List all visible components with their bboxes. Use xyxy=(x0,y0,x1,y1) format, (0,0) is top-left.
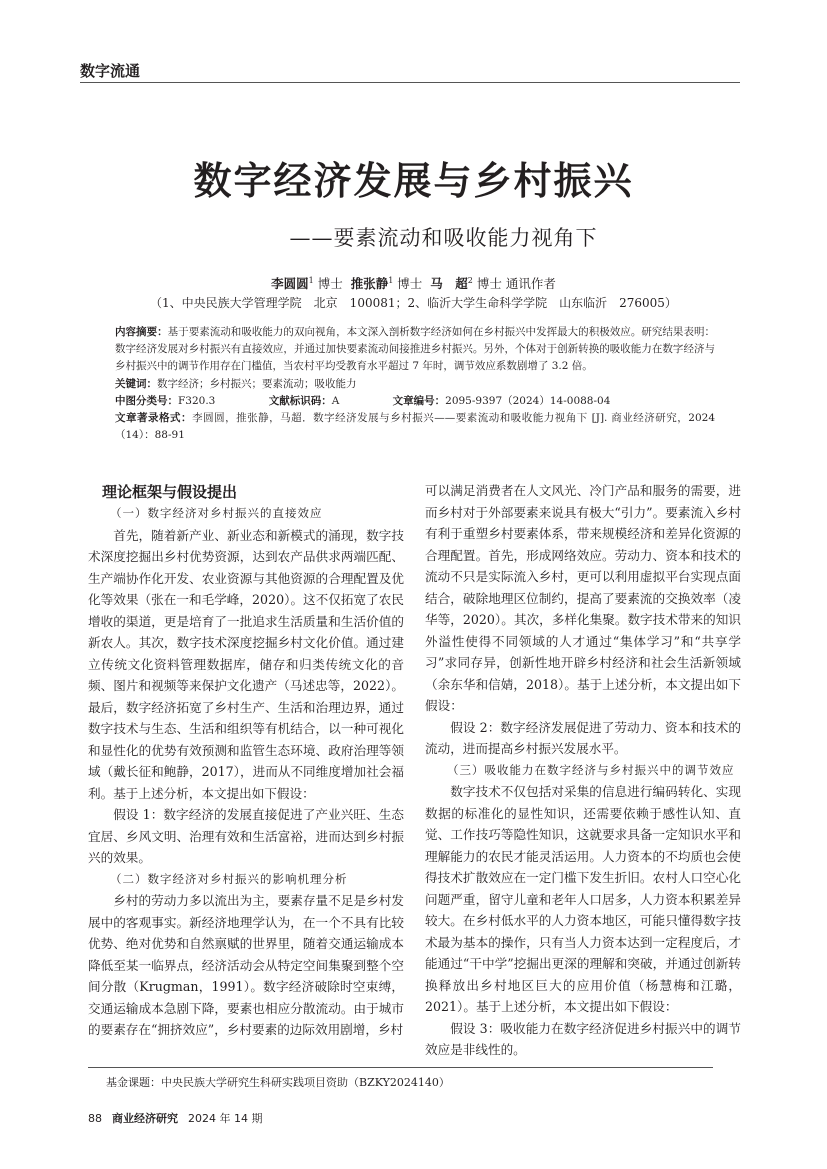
article-title: 数字经济发展与乡村振兴 xyxy=(193,159,634,203)
citation-label: 文章著录格式： xyxy=(115,412,193,425)
abstract-label: 内容摘要： xyxy=(115,326,168,338)
author-sup: 1 xyxy=(308,275,314,285)
doc-code-value: A xyxy=(331,394,340,407)
author-sup: 2 xyxy=(467,275,473,285)
subsection-heading: （三）吸收能力在数字经济与乡村振兴中的调节效应 xyxy=(447,762,735,777)
page-number: 88 xyxy=(88,1112,102,1125)
paragraph: 首先，随着新产业、新业态和新模式的涌现，数字技术深度挖掘出乡村优势资源，达到农产品供求两端匹配、生产端协作化开发、农业资源与其他资源的合理配置及优化等效果（张在一和毛学峰，2020）。这不仅拓宽了农民增收的渠道，更是培育了一批追求生活质量和生活价值的新农人。其次，数字技术深度挖掘乡村文化价值。通过建立传统文化资料管理数据库，储存和归类传统文化的音频、图片和视频等来保护文化遗产（马述忠等，2022）。最后，数字经济拓宽了乡村生产、生活和治理边界，通过数字技术与生态、生活和组织等有机结合，以一种可视化和显性化的优势有效预测和监管生态环境、政府治理等领域（戴长征和鲍静，2017），进而从不同维度增加社会福利。基于上述分析，本文提出如下假设： xyxy=(88,527,404,801)
hypothesis: 假设 2：数字经济发展促进了劳动力、资本和技术的流动，进而提高乡村振兴发展水平。 xyxy=(425,719,741,756)
article-no-label: 文章编号： xyxy=(392,394,446,407)
citation xyxy=(115,410,715,444)
hypothesis: 假设 3：吸收能力在数字经济促进乡村振兴中的调节效应是非线性的。 xyxy=(425,1020,741,1057)
author-degree: 博士 xyxy=(317,276,343,291)
journal-name: 商业经济研究 xyxy=(112,1112,178,1125)
body-column-right xyxy=(425,480,741,1061)
doc-code-label: 文献标识码： xyxy=(268,394,332,407)
abstract-text: 基于要素流动和吸收能力的双向视角，本文深入剖析数字经济如何在乡村振兴中发挥最大的积极效应。研究结果表明：数字经济发展对乡村振兴有直接效应，并通过加快要素流动间接推进乡村振兴。另外，个体对于创新转换的吸收能力在数字经济与乡村振兴中的调节作用存在门槛值，当农村平均受教育水平超过 7 年时，调节效应系数剧增了 3.2 倍。 xyxy=(115,326,716,373)
section-tag: 数字流通 xyxy=(80,62,141,80)
article-subtitle: ——要素流动和吸收能力视角下 xyxy=(289,226,598,250)
keywords xyxy=(115,376,715,393)
fund-note: 基金课题：中央民族大学研究生科研实践项目资助（BZKY2024140） xyxy=(106,1076,450,1089)
keywords-label: 关键词： xyxy=(115,377,157,390)
citation-text: 李圆圆，推张静，马超．数字经济发展与乡村振兴——要素流动和吸收能力视角下 [J]. 商业经济研究，2024（14）：88-91 xyxy=(115,412,716,442)
keywords-text: 数字经济；乡村振兴；要素流动；吸收能力 xyxy=(157,377,357,390)
codes-row xyxy=(115,393,715,410)
page-footer xyxy=(88,1110,262,1126)
author-degree: 博士 xyxy=(476,276,502,291)
author-sup: 1 xyxy=(388,275,394,285)
affiliations: （1、中央民族大学管理学院 北京 100081；2、临沂大学生命科学学院 山东临沂 276005） xyxy=(150,296,677,310)
paragraph: 数字技术不仅包括对采集的信息进行编码转化、实现数据的标准化的显性知识，还需要依赖于感性认知、直觉、工作技巧等隐性知识，这就要求具备一定知识水平和理解能力的农民才能灵活运用。人力资本的不均质也会使得技术扩散效应在一定门槛下发生折旧。农村人口空心化问题严重，留守儿童和老年人口居多，人力资本积累差异较大。在乡村低水平的人力资本地区，可能只懂得数字技术最为基本的操作，只有当人力资本达到一定程度后，才能通过“干中学”挖掘出更深的理解和突破，并通过创新转换释放出乡村地区巨大的应用价值（杨慧梅和江璐，2021）。基于上述分析，本文提出如下假设： xyxy=(425,784,741,1014)
article-meta xyxy=(115,324,715,444)
author-note: 通讯作者 xyxy=(505,276,556,291)
author-line xyxy=(0,274,827,292)
classification-value: F320.3 xyxy=(178,394,216,407)
subsection-heading: （一）数字经济对乡村振兴的直接效应 xyxy=(110,506,323,520)
author-name: 推张静 xyxy=(350,276,389,291)
hypothesis: 假设 1：数字经济的发展直接促进了产业兴旺、生态宜居、乡风文明、治理有效和生活富裕，进而达到乡村振兴的效果。 xyxy=(88,807,404,865)
body-column-left xyxy=(88,481,404,1041)
subsection-heading: （二）数字经济对乡村振兴的影响机理分析 xyxy=(110,871,348,886)
abstract xyxy=(115,324,715,376)
author-degree: 博士 xyxy=(397,276,423,291)
article-no-value: 2095-9397（2024）14-0088-04 xyxy=(445,394,611,407)
paragraph: 可以满足消费者在人文风光、冷门产品和服务的需要，进而乡村对于外部要素来说具有极大“引力”。要素流入乡村有利于重塑乡村要素体系，带来规模经济和差异化资源的合理配置。首先，形成网络效应。劳动力、资本和技术的流动不只是实际流入乡村，更可以利用虚拟平台实现点面结合，破除地理区位制约，提高了要素流的交换效率（凌华等，2020）。其次，多样化集聚。数字技术带来的知识外溢性使得不同领域的人才通过“集体学习”和“共享学习”求同存异，创新性地开辟乡村经济和社会生活新领域（余东华和信婧，2018）。基于上述分析，本文提出如下假设： xyxy=(425,483,741,713)
author-name: 马 超 xyxy=(430,276,468,291)
paragraph: 乡村的劳动力多以流出为主，要素存量不足是乡村发展中的客观事实。新经济地理学认为，在一个不具有比较优势、绝对优势和自然禀赋的世界里，随着交通运输成本降低至某一临界点，经济活动会从特定空间集聚到整个空间分散（Krugman，1991）。数字经济破除时空束缚，交通运输成本急剧下降，要素也相应分散流动。由于城市的要素存在“拥挤效应”，乡村要素的边际效用剧增，乡村 xyxy=(88,893,404,1037)
top-rule xyxy=(80,82,740,83)
author-name: 李圆圆 xyxy=(271,276,309,291)
footnote-rule xyxy=(88,1067,713,1068)
classification-label: 中图分类号： xyxy=(115,394,178,407)
issue: 2024 年 14 期 xyxy=(188,1112,263,1125)
section-heading: 理论框架与假设提出 xyxy=(102,483,238,501)
